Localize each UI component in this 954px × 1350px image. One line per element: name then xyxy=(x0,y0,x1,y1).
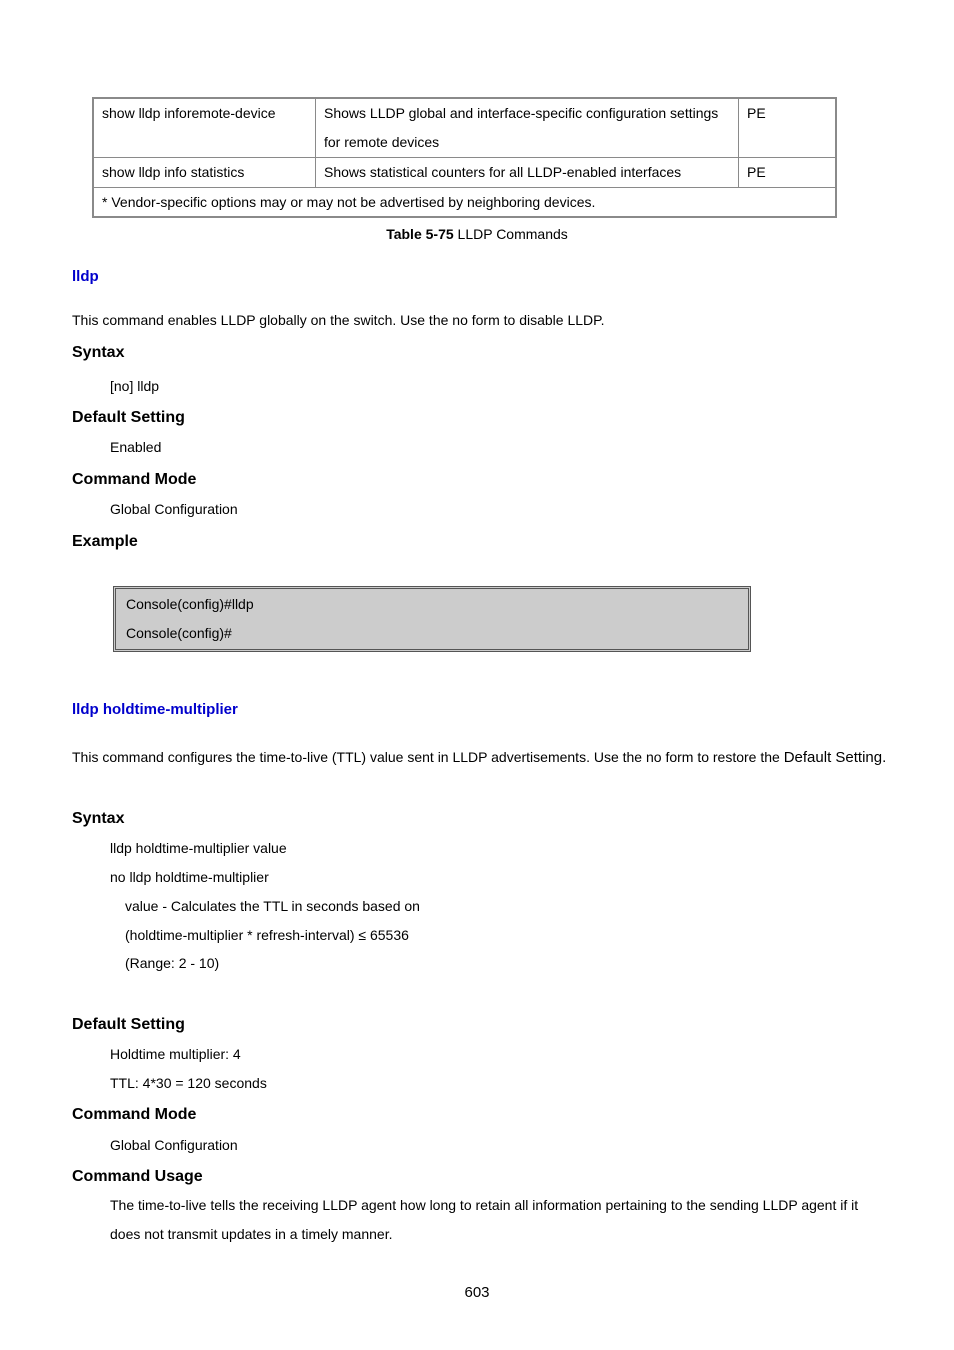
table-cell-mode: PE xyxy=(739,98,837,158)
command-description xyxy=(72,743,892,772)
description-line: Shows LLDP global and interface-specific configuration settings xyxy=(324,105,719,121)
caption-text: LLDP Commands xyxy=(453,226,568,242)
default-setting-text: Enabled xyxy=(110,439,162,455)
command-description: This command enables LLDP globally on the switch. Use the no form to disable LLDP. xyxy=(72,312,605,328)
command-mode-text: Global Configuration xyxy=(110,1137,238,1153)
caption-label: Table 5-75 xyxy=(386,226,454,242)
table-cell-mode: PE xyxy=(739,158,837,188)
console-line: Console(config)# xyxy=(126,625,232,641)
syntax-line: lldp holdtime-multiplier value xyxy=(110,840,287,856)
command-mode-text: Global Configuration xyxy=(110,501,238,517)
command-usage-heading: Command Usage xyxy=(72,1168,203,1185)
parameter-line: (holdtime-multiplier * refresh-interval) ≤ 65536 xyxy=(125,927,409,943)
parameter-line: (Range: 2 - 10) xyxy=(125,955,220,971)
lldp-commands-table xyxy=(92,97,837,218)
table-cell-command: show lldp info statistics xyxy=(93,158,316,188)
description-line: for remote devices xyxy=(324,134,440,150)
syntax-heading: Syntax xyxy=(72,344,125,361)
command-mode-heading: Command Mode xyxy=(72,471,197,488)
command-title-lldp: lldp xyxy=(72,268,99,285)
table-caption xyxy=(0,226,954,242)
table-note-row xyxy=(93,188,836,218)
example-heading: Example xyxy=(72,533,138,550)
table-row xyxy=(93,158,836,188)
command-mode-heading: Command Mode xyxy=(72,1106,197,1123)
command-usage-text: The time-to-live tells the receiving LLDP agent how long to retain all information pertaining to the sending LLDP agent if it does not transmit updates in a timely manner. xyxy=(110,1197,859,1242)
table-cell-description: Shows statistical counters for all LLDP-enabled interfaces xyxy=(316,158,739,188)
description-text-end: Default Setting. xyxy=(783,749,887,766)
table-cell-description xyxy=(316,98,739,158)
default-setting-line: Holdtime multiplier: 4 xyxy=(110,1046,241,1062)
syntax-line: no lldp holdtime-multiplier xyxy=(110,869,269,885)
table-row xyxy=(93,98,836,158)
console-example xyxy=(113,586,751,652)
table-note: * Vendor-specific options may or may not be advertised by neighboring devices. xyxy=(93,188,836,218)
syntax-text: [no] lldp xyxy=(110,378,160,394)
console-line: Console(config)#lldp xyxy=(126,596,254,612)
description-text: This command configures the time-to-live (TTL) value sent in LLDP advertisements. Use the no form to restore the xyxy=(72,749,784,765)
default-setting-line: TTL: 4*30 = 120 seconds xyxy=(110,1075,267,1091)
default-setting-heading: Default Setting xyxy=(72,1016,185,1033)
default-setting-heading: Default Setting xyxy=(72,409,185,426)
page-number: 603 xyxy=(464,1284,490,1301)
command-title-holdtime-multiplier: lldp holdtime-multiplier xyxy=(72,701,238,718)
syntax-heading: Syntax xyxy=(72,810,125,827)
table-cell-command: show lldp inforemote-device xyxy=(93,98,316,158)
parameter-line: value - Calculates the TTL in seconds based on xyxy=(125,898,420,914)
